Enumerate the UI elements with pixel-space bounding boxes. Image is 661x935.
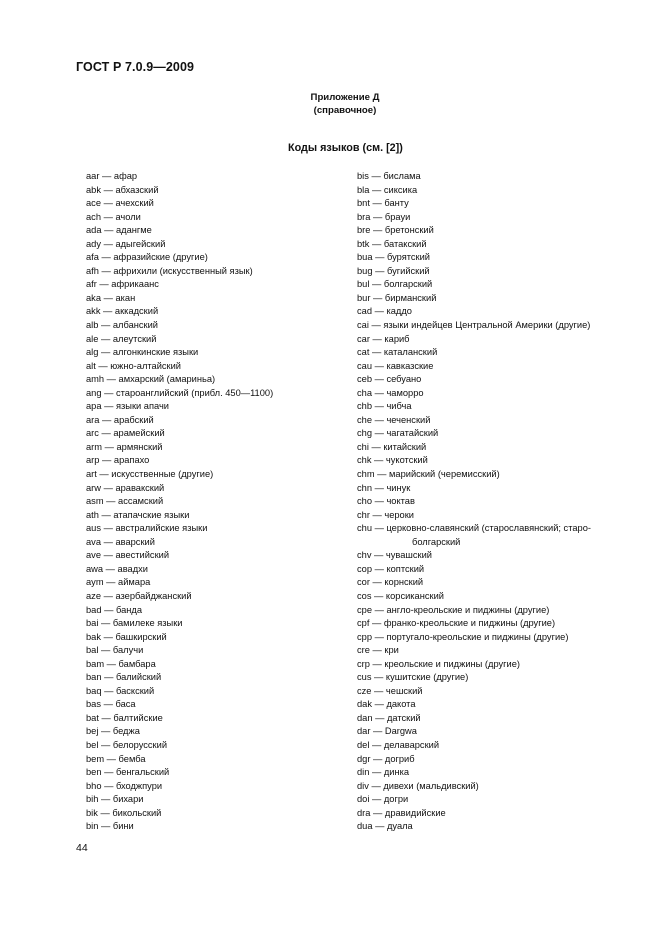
language-code-entry: baq — баскский bbox=[86, 685, 155, 696]
language-code-entry: div — дивехи (мальдивский) bbox=[357, 780, 479, 791]
language-code-entry: aze — азербайджанский bbox=[86, 590, 192, 601]
language-code-entry: ang — староанглийский (прибл. 450—1100) bbox=[86, 387, 274, 398]
language-code-entry: abk — абхазский bbox=[86, 184, 159, 195]
appendix-subtitle: (справочное) bbox=[313, 105, 377, 116]
language-code-entry: cho — чоктав bbox=[357, 496, 415, 507]
language-code-entry: dra — дравидийские bbox=[357, 807, 446, 818]
appendix-heading bbox=[300, 91, 390, 117]
language-code-entry: chn — чинук bbox=[357, 482, 411, 493]
language-code-entry: ave — авестийский bbox=[86, 550, 170, 561]
language-code-entry: cor — корнский bbox=[357, 577, 424, 588]
language-code-entry: bai — бамилеке языки bbox=[86, 618, 183, 629]
language-code-entry: bla — сиксика bbox=[357, 184, 418, 195]
language-code-entry: cat — каталанский bbox=[357, 347, 438, 358]
language-code-entry: del — делаварский bbox=[357, 739, 440, 750]
language-code-entry: awa — авадхи bbox=[86, 563, 148, 574]
language-code-entry: cha — чаморро bbox=[357, 387, 424, 398]
language-code-entry: ara — арабский bbox=[86, 414, 154, 425]
language-code-entry: bul — болгарский bbox=[357, 279, 433, 290]
language-code-entry: болгарский bbox=[412, 536, 461, 547]
language-code-entry: chi — китайский bbox=[357, 441, 427, 452]
language-code-entry: ach — ачоли bbox=[86, 211, 141, 222]
language-code-entry: car — кариб bbox=[357, 333, 410, 344]
language-code-entry: chb — чибча bbox=[357, 401, 412, 412]
language-code-entry: dak — дакота bbox=[357, 699, 416, 710]
language-code-entry: chu — церковно-славянский (старославянский; старо- bbox=[357, 523, 591, 534]
language-codes-right-column bbox=[357, 170, 657, 834]
language-code-entry: crp — креольские и пиджины (другие) bbox=[357, 658, 521, 669]
language-code-entry: chv — чувашский bbox=[357, 550, 432, 561]
section-title: Коды языков (см. [2]) bbox=[288, 142, 403, 154]
language-code-entry: aym — аймара bbox=[86, 577, 151, 588]
language-code-entry: cos — корсиканский bbox=[357, 590, 444, 601]
language-code-entry: amh — амхарский (амариньа) bbox=[86, 374, 216, 385]
language-code-entry: cze — чешский bbox=[357, 685, 423, 696]
language-code-entry: cpe — англо-креольские и пиджины (другие) bbox=[357, 604, 550, 615]
language-code-entry: ada — адангме bbox=[86, 225, 152, 236]
language-code-entry: chg — чагатайский bbox=[357, 428, 439, 439]
language-code-entry: cpf — франко-креольские и пиджины (другие) bbox=[357, 618, 556, 629]
language-code-entry: cpp — португало-креольские и пиджины (другие) bbox=[357, 631, 569, 642]
language-code-entry: art — искусственные (другие) bbox=[86, 469, 214, 480]
language-code-entry: ath — атапачские языки bbox=[86, 509, 190, 520]
language-code-entry: aka — акан bbox=[86, 292, 136, 303]
language-code-entry: bal — балучи bbox=[86, 645, 144, 656]
language-code-entry: cau — кавказские bbox=[357, 360, 434, 371]
language-code-entry: bak — башкирский bbox=[86, 631, 167, 642]
language-code-entry: alb — албанский bbox=[86, 320, 158, 331]
language-code-entry: ale — алеутский bbox=[86, 333, 157, 344]
language-code-entry: dgr — догриб bbox=[357, 753, 415, 764]
language-code-entry: bad — банда bbox=[86, 604, 142, 615]
language-code-entry: bnt — банту bbox=[357, 198, 409, 209]
language-codes-left-column bbox=[86, 170, 366, 834]
page-number: 44 bbox=[76, 842, 88, 854]
language-code-entry: cus — кушитские (другие) bbox=[357, 672, 469, 683]
language-code-entry: alg — алгонкинские языки bbox=[86, 347, 199, 358]
language-code-entry: bua — бурятский bbox=[357, 252, 430, 263]
language-code-entry: bre — бретонский bbox=[357, 225, 434, 236]
language-code-entry: bel — белорусский bbox=[86, 739, 168, 750]
language-code-entry: chr — чероки bbox=[357, 509, 414, 520]
language-code-entry: bat — балтийские bbox=[86, 712, 163, 723]
language-code-entry: afh — африхили (искусственный язык) bbox=[86, 265, 253, 276]
language-code-entry: btk — батакский bbox=[357, 238, 427, 249]
language-code-entry: arp — арапахо bbox=[86, 455, 150, 466]
language-code-entry: che — чеченский bbox=[357, 414, 431, 425]
language-code-entry: asm — ассамский bbox=[86, 496, 164, 507]
language-code-entry: apa — языки апачи bbox=[86, 401, 170, 412]
language-code-entry: bho — бходжпури bbox=[86, 780, 163, 791]
language-code-entry: arc — арамейский bbox=[86, 428, 165, 439]
language-code-entry: alt — южно-алтайский bbox=[86, 360, 181, 371]
language-code-entry: akk — аккадский bbox=[86, 306, 159, 317]
language-code-entry: cre — кри bbox=[357, 645, 399, 656]
language-code-entry: bug — бугийский bbox=[357, 265, 430, 276]
language-code-entry: bur — бирманский bbox=[357, 292, 437, 303]
language-code-entry: ava — аварский bbox=[86, 536, 155, 547]
language-code-entry: ban — балийский bbox=[86, 672, 162, 683]
appendix-title: Приложение Д bbox=[310, 92, 380, 103]
language-code-entry: bih — бихари bbox=[86, 794, 144, 805]
language-code-entry: ben — бенгальский bbox=[86, 767, 170, 778]
language-code-entry: bik — бикольский bbox=[86, 807, 162, 818]
language-code-entry: aar — афар bbox=[86, 171, 138, 181]
language-code-entry: ace — ачехский bbox=[86, 198, 154, 209]
language-code-entry: arw — аравакский bbox=[86, 482, 165, 493]
document-id: ГОСТ Р 7.0.9—2009 bbox=[76, 60, 195, 74]
language-code-entry: bin — бини bbox=[86, 821, 134, 832]
language-code-entry: chm — марийский (черемисский) bbox=[357, 469, 500, 480]
language-code-entry: afr — африкаанс bbox=[86, 279, 159, 290]
language-code-entry: bem — бемба bbox=[86, 753, 146, 764]
language-code-entry: bra — брауи bbox=[357, 211, 411, 222]
language-code-entry: cai — языки индейцев Центральной Америки (другие) bbox=[357, 320, 591, 331]
language-code-entry: dan — датский bbox=[357, 712, 421, 723]
language-code-entry: din — динка bbox=[357, 767, 410, 778]
language-code-entry: dar — Dargwa bbox=[357, 726, 417, 737]
language-code-entry: cad — каддо bbox=[357, 306, 412, 317]
language-code-entry: ceb — себуано bbox=[357, 374, 422, 385]
language-code-entry: chk — чукотский bbox=[357, 455, 428, 466]
language-code-entry: arm — армянский bbox=[86, 441, 163, 452]
language-code-entry: afa — афразийские (другие) bbox=[86, 252, 208, 263]
language-code-entry: aus — австралийские языки bbox=[86, 523, 208, 534]
language-code-entry: bis — бислама bbox=[357, 171, 421, 181]
language-code-entry: bam — бамбара bbox=[86, 658, 156, 669]
language-code-entry: doi — догри bbox=[357, 794, 409, 805]
language-code-entry: bas — баса bbox=[86, 699, 136, 710]
language-code-entry: ady — адыгейский bbox=[86, 238, 166, 249]
language-code-entry: dua — дуала bbox=[357, 821, 413, 832]
language-code-entry: bej — беджа bbox=[86, 726, 140, 737]
language-code-entry: cop — коптский bbox=[357, 563, 425, 574]
